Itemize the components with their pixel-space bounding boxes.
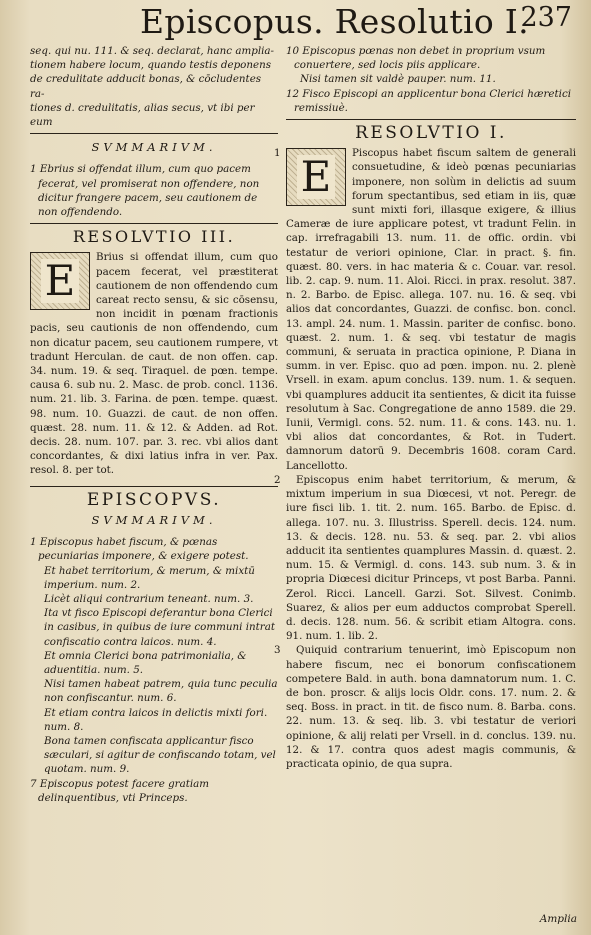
summary-item: 10 Episcopus pœnas non debet in proprium vsum conuertere, sed locis piis applicare. (286, 45, 546, 72)
summarium-heading: SVMMARIVM. (91, 140, 217, 155)
resolutio-3-text: Brius si offendat illum, cum quo pacem fecerat, vel præstiterat cautionem de non offendendo cum careat recto sensu, & sic cōsensu, non incidit in pœnam fractionis pacis, seu cautionis de non offendendo, cum non dicatur pacem, seu cautionem rumpere, vt tradunt Herculan. de caut. de non offen. cap. 34. num. 19. & seq. Tiraquel. de pœn. tempe. causa 6. sub nu. 2. Masc. de prob. concl. 1136. num. 21. lib. 3. Farina. de pœn. tempe. quæst. 98. num. 10. Guazzi. de caut. de non offen. quæst. 28. num. 11. & 12. & Adden. ad Rot. decis. 28. num. 107. par. 3. rec. vbi alios dant concordantes, & dixi latius infra in ver. Pax. resol. 8. per tot. (30, 251, 278, 477)
running-title: Episcopus. Resolutio I. (140, 2, 529, 41)
intro-line: tionem habere locum, quando testis deponens (30, 59, 272, 72)
summary-item: 1 Episcopus habet fiscum, & pœnas pecuniarias imponere, & exigere potest. (30, 536, 249, 563)
catchword: Amplia (539, 913, 577, 925)
summary-item: Nisi tamen habeat patrem, quia tunc peculia non confiscantur. num. 6. (44, 678, 278, 705)
intro-line: tiones d. credulitatis, alias secus, vt ibi per eum (30, 101, 255, 129)
paragraph-2 (274, 473, 576, 643)
page-header (140, 2, 580, 42)
resolutio-1-heading: RESOLVTIO I. (355, 123, 507, 144)
ornamental-initial (286, 148, 346, 206)
initial-letter: E (41, 259, 80, 303)
summary-item: Bona tamen confiscata applicantur fisco sæculari, si agitur de confiscando totam, vel quotam. num. 9. (44, 734, 276, 776)
ornamental-initial (30, 252, 90, 310)
intro-continuation (30, 44, 278, 129)
paragraph-text: Episcopus enim habet territorium, & merum, & mixtum imperium in sua Diœcesi, vt not. Peregr. de iure fisci lib. 1. tit. 2. num. 165. Barbo. de Episc. d. allega. 107. nu. 3. Illustriss. Sperell. decis. 124. num. 13. & decis. 128. nu. 53. & seq. par. 2. vbi alios adducit ita sentientes quamplures Massin. d. quæst. 2. num. 15. & Vermigl. d. cons. 143. sub num. 3. & in propria Diœcesi dicitur Princeps, vt post Barba. Panni. Zerol. Ricci. Lancell. Garzi. Sot. Silvest. Conimb. Suarez, & alios per eum adductos comprobat Sperell. d. decis. 128. num. 56. & scribit etiam Altogra. cons. 91. num. 1. lib. 2. (286, 473, 576, 643)
summary-item: 12 Fisco Episcopi an applicentur bona Clerici hæretici remissiuè. (286, 87, 572, 114)
intro-line: de credulitate adducit bonas, & cōcludentes ra- (30, 73, 262, 100)
initial-letter: E (297, 155, 336, 199)
page-number: 237 (520, 2, 572, 33)
resolutio-3-heading: RESOLVTIO III. (72, 227, 236, 247)
paragraph-marker: 2 (274, 473, 281, 486)
summary-item: Et etiam contra laicos in delictis mixti fori. num. 8. (44, 706, 268, 733)
summary-item: Et habet territorium, & merum, & mixtū imperium. num. 2. (44, 564, 255, 591)
left-column (30, 44, 278, 805)
resolutio-3-body (30, 250, 278, 477)
paragraph-3 (274, 643, 576, 771)
intro-line: seq. qui nu. 111. & seq. declarat, hanc amplia- (30, 45, 275, 57)
divider (30, 486, 278, 487)
summary-item: 1 Ebrius si offendat illum, cum quo pacem fecerat, vel promiserat non offendere, non dicitur frangere pacem, seu cautionem de non offendendo. (30, 163, 260, 219)
paragraph-marker: 3 (274, 644, 281, 657)
summary-item: 7 Episcopus potest facere gratiam delinquentibus, vti Princeps. (30, 777, 210, 804)
summary-item: Et omnia Clerici bona patrimonialia, & aduentitia. num. 5. (44, 649, 247, 676)
summarium-heading: SVMMARIVM. (91, 512, 217, 527)
divider (30, 223, 278, 224)
paragraph-1 (274, 146, 576, 473)
paragraph-text: Piscopus habet fiscum saltem de generali consuetudine, & ideò pœnas pecuniarias imponere, non solùm in delictis ad suum forum spectantibus, sed etiam in iis, quæ sunt mixti fori, illasque exigere, & illius Cameræ de iure applicare potest, vt tradunt Felin. in cap. irrefragabili 13. num. 11. de offic. ordin. vbi testatur de veriori opinione, Clar. in pract. §. fin. quæst. 80. vers. in hac materia & c. Couar. var. resol. lib. 2. cap. 9. num. 11. Aloi. Ricci. in prax. resolut. 387. n. 2. Barbo. de Episc. allega. 107. nu. 16. & seq. vbi alios dat concordantes, Guazzi. de confisc. bon. concl. 13. ampl. 24. num. 1. Massin. pariter de confisc. bono. quæst. 2. num. 1. & seq. vbi testatur de magis communi, & seruata in practica opinione, P. Diana in summ. in ver. Episc. quo ad pœn. impon. nu. 2. plenè Vrsell. in exam. apum conclus. 139. num. 1. & sequen. vbi quamplures adducit ita sentientes, & dicit ita fuisse resolutum à Sac. Congregatione de anno 1589. die 29. Iunii, Vermigl. cons. 52. num. 11. & cons. 143. nu. 1. vbi alios dat concordantes, & Rot. in Tudert. damnorum datorū 9. Decembris 1608. coram Card. Lancellotto. (286, 147, 576, 472)
paragraph-text: Quiquid contrarium tenuerint, imò Episcopum non habere fiscum, nec ei bonorum confiscationem competere Bald. in auth. bona damnatorum num. 1. C. de bon. proscr. & alijs locis Oldr. cons. 17. num. 2. & seq. Boss. in pract. in tit. de fisco num. 8. Barba. cons. 22. num. 13. & seq. lib. 3. vbi testatur de veriori opinione, & alij relati per Vrsell. in d. conclus. 139. nu. 12. & 17. contra quos adest magis communis, & practicata opinio, de qua supra. (286, 644, 576, 770)
summary-item: Ita vt fisco Episcopi deferantur bona Clerici in casibus, in quibus de iure communi intrat confiscatio contra laicos. num. 4. (44, 607, 275, 648)
right-column (274, 44, 576, 771)
divider (30, 133, 278, 134)
episcopus-heading: EPISCOPVS. (86, 489, 222, 510)
summary-item: Licèt aliqui contrarium teneant. num. 3. (44, 592, 254, 605)
divider (286, 119, 576, 120)
paragraph-marker: 1 (274, 147, 281, 160)
summary-item: Nisi tamen sit valdè pauper. num. 11. (300, 73, 496, 86)
